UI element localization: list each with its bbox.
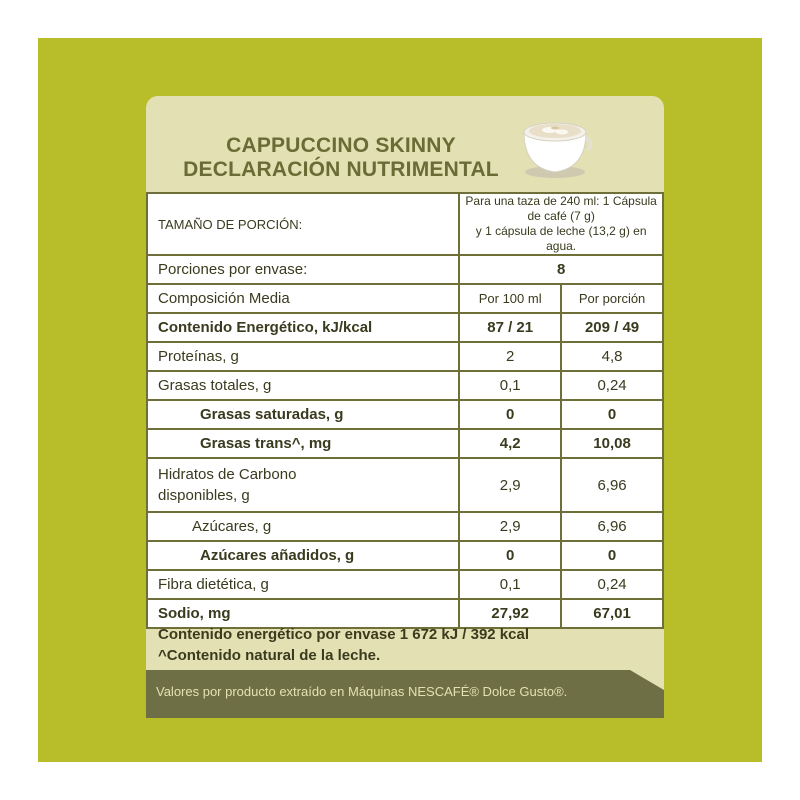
table-row bbox=[147, 193, 663, 255]
row-per100: 2,9 bbox=[459, 458, 561, 512]
footnotes bbox=[158, 624, 529, 666]
row-per100: 0,1 bbox=[459, 371, 561, 400]
row-label: Grasas totales, g bbox=[147, 371, 459, 400]
energy-per-package-note: Contenido energético por envase 1 672 kJ / 392 kcal bbox=[158, 626, 529, 643]
product-title: CAPPUCCINO SKINNY bbox=[226, 134, 456, 157]
nutrition-table bbox=[146, 192, 664, 629]
row-per100: 27,92 bbox=[459, 599, 561, 628]
serving-size-label: TAMAÑO DE PORCIÓN: bbox=[147, 193, 459, 255]
row-perportion: 0,24 bbox=[561, 570, 663, 599]
row-perportion: 6,96 bbox=[561, 458, 663, 512]
row-perportion: 0 bbox=[561, 541, 663, 570]
table-row bbox=[147, 371, 663, 400]
table-row bbox=[147, 458, 663, 512]
table-row bbox=[147, 255, 663, 284]
trans-fat-note: ^Contenido natural de la leche. bbox=[158, 647, 381, 664]
row-perportion: 67,01 bbox=[561, 599, 663, 628]
folded-corner bbox=[630, 670, 664, 690]
table-row bbox=[147, 313, 663, 342]
row-label: Fibra dietética, g bbox=[147, 570, 459, 599]
nutrition-panel bbox=[146, 96, 664, 718]
column-perportion: Por porción bbox=[561, 284, 663, 313]
column-per100: Por 100 ml bbox=[459, 284, 561, 313]
row-label: Azúcares, g bbox=[147, 512, 459, 541]
row-label: Hidratos de Carbono disponibles, g bbox=[147, 458, 459, 512]
row-per100: 4,2 bbox=[459, 429, 561, 458]
table-row bbox=[147, 570, 663, 599]
row-perportion: 0,24 bbox=[561, 371, 663, 400]
table-row bbox=[147, 512, 663, 541]
serving-size-value: Para una taza de 240 ml: 1 Cápsula de café (7 g) y 1 cápsula de leche (13,2 g) en agua. bbox=[459, 193, 663, 255]
table-row bbox=[147, 400, 663, 429]
row-label: Sodio, mg bbox=[147, 599, 459, 628]
row-per100: 0 bbox=[459, 541, 561, 570]
row-label: Azúcares añadidos, g bbox=[147, 541, 459, 570]
row-perportion: 10,08 bbox=[561, 429, 663, 458]
row-perportion: 4,8 bbox=[561, 342, 663, 371]
cappuccino-cup-icon bbox=[516, 114, 594, 180]
disclaimer-text: Valores por producto extraído en Máquinas NESCAFÉ® Dolce Gusto®. bbox=[156, 684, 568, 699]
table-row bbox=[147, 429, 663, 458]
table-row bbox=[147, 342, 663, 371]
servings-label: Porciones por envase: bbox=[147, 255, 459, 284]
row-label: Grasas trans^, mg bbox=[147, 429, 459, 458]
disclaimer-band bbox=[146, 670, 664, 718]
row-label: Contenido Energético, kJ/kcal bbox=[147, 313, 459, 342]
table-row bbox=[147, 541, 663, 570]
table-row bbox=[147, 284, 663, 313]
declaration-title: DECLARACIÓN NUTRIMENTAL bbox=[183, 158, 499, 181]
column-label: Composición Media bbox=[147, 284, 459, 313]
row-per100: 2,9 bbox=[459, 512, 561, 541]
row-perportion: 0 bbox=[561, 400, 663, 429]
row-label: Proteínas, g bbox=[147, 342, 459, 371]
row-per100: 2 bbox=[459, 342, 561, 371]
row-perportion: 209 / 49 bbox=[561, 313, 663, 342]
row-per100: 87 / 21 bbox=[459, 313, 561, 342]
row-per100: 0,1 bbox=[459, 570, 561, 599]
row-per100: 0 bbox=[459, 400, 561, 429]
row-perportion: 6,96 bbox=[561, 512, 663, 541]
row-label: Grasas saturadas, g bbox=[147, 400, 459, 429]
servings-value: 8 bbox=[459, 255, 663, 284]
